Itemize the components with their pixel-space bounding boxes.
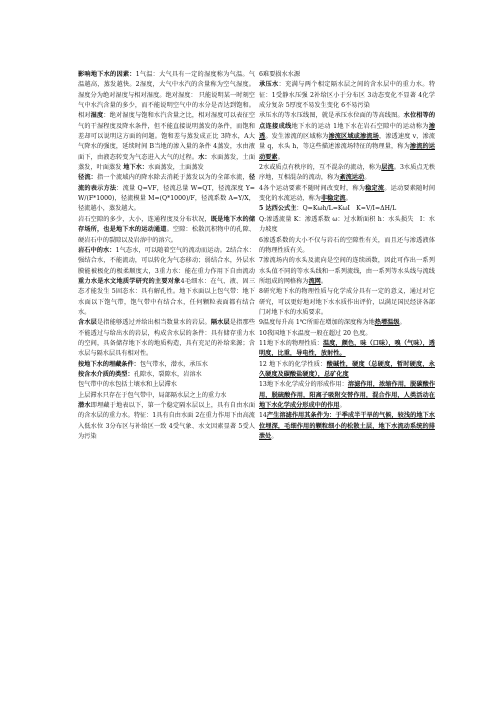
paragraph-chemical: 12 地下水的化学性质：酸碱性，硬度（总硬度，暂时硬度，永久硬度及碳酸盐硬度），总矿化度 [259, 360, 435, 378]
heading-phreatic: 潜水 [78, 402, 91, 409]
paragraph-flownet: 7渗流场内的水头及流向是空间的连续函数，因此可作出一系列水头值不同的等水头线和一系列流线，由一系列等水头线与流线所组成的网格称为流网。 [259, 257, 435, 285]
paragraph-burial: 按地下水的埋藏条件：包气带水，潜水，承压水 [78, 360, 208, 368]
heading-runoff: 径流： [78, 174, 97, 182]
paragraph-leaching: 14产生溶滤作用其条件为：于季成半干旱的气候，较浅的地下水位埋深，毛细作用的颗粒细小的松散土层，地下水流动系统的排泄处。 [259, 412, 435, 441]
paragraph-laminar: 2水或质点有秩序的，互不混杂的流动，称为层流。3水质点无秩序地，互相混杂的流动，称为紊流运动。 [259, 164, 436, 182]
left-column [78, 70, 255, 442]
paragraph-rock-water: 岩石中的水：1气态水，可以随着空气的流动而运动。2结合水：强结合水，不能流动，可以转化为气态移动；弱结合水，外层水膜能被极化的极柔顺度大，3重力水：能在重力作用下自由流动重力水是水文地质学研究的主要对象4毛细水：在气、液、固三态才能发生 5固态水：具有解孔性。地下水面以上包气带：地下水面以下饱气带，饱气带中有结合水，任何颗粒表面都有结合水。 [78, 246, 256, 316]
paragraph-confined: 承压水：充满与两个相定隔水层之间的含水层中的重力水。特征：1受静水压强 2补给区小于分布区 3动态变化不显著 4化学成分复杂 5厚度不易发生变化 6不易污染 [259, 81, 435, 110]
heading-confined: 承压水 [259, 81, 279, 89]
paragraph-factors: 影响地下水的因素：1气温：大气具有一定的湿度称为气温。气温越高，蒸发越快。2湿度，大气中水汽的含量称为空气湿度。湿度分为绝对湿度与相对湿度。绝对湿度： 只能说明某一时刻空气中水汽含量的多少，而不能说明空气中的水分是否达到饱和。相对湿度：绝对湿度与饱和水汽含量之比，相对湿度可以表征空气的干湿程度及降水条件，但不能直接说明蒸发的条件，而饱和差却可以说明这方面的问题。饱和差与蒸发成正比 3降水，A大气降水的强度，延续时间 B当地的渗入量的条件 4蒸发，水由液面下，由液态转变为气态进入大气的过程。水：水面蒸发，土面蒸发，叶面蒸发 地下水：水面蒸发，土面蒸发 [78, 71, 256, 172]
paragraph-darcy-terms: Q:渗透流量 K：渗透系数 ω：过水断面积 h：水头损失 I：水力坡度 [259, 215, 435, 234]
paragraph-properties: 8研究地下水的物理性质与化学成分具有一定的意义，通过对它研究，可以更好地对地下水水质作出评价，以满足国民经济各部门对地下水的水质要求。 [259, 288, 435, 316]
paragraph-medium: 按含水介质的类型：孔隙水，裂隙水，岩溶水 [78, 370, 202, 378]
paragraph-temperature: 10我国地下水温度一般在超过 20 色度。 [259, 329, 372, 337]
heading-factors: 影响地下水的因素： [78, 71, 136, 78]
heading-aquifer: 含水层 [78, 319, 97, 327]
paragraph-perched: 上层滞水只存在于包气带中，局部隔水层之上的重力水 [78, 391, 227, 399]
paragraph-darcy: 5 达西公式主：Q=Kωh/L=KωI K=V/I=ΔH/L [259, 205, 397, 213]
paragraph-steady: 4各个运动要素不随时间改变时，称为稳定流。运动要素随时间变化的水流运动，称为非稳定流。 [259, 184, 436, 203]
paragraph-pores: 岩石空隙的多少，大小，连通程度及分布状况，既是地下水的储存场所，也是地下水的运动通道。空隙：松散沉积物中的孔隙、硬岩石中的裂隙以及岩溶中的溶穴。 [78, 215, 256, 244]
paragraph-geothermal: 9温度每升高 1℃所需在增加的深度称为地热增温级。 [259, 319, 406, 327]
paragraph-vadose: 包气带中的水包括土壤水和上层滞水 [78, 381, 177, 389]
paragraph-phreatic: 潜水即埋藏于地表以下，第一个稳定隔水层以上，具有自由水面的含水层的重力水。特征：1具有自由水面 2在重力作用下由高流入低水位 3分布区与补给区一致 4受气象、水文因素显著 5受人为污染 [78, 402, 256, 441]
paragraph-formation: 13地下水化学成分的形成作用：溶滤作用，浓缩作用，脱碳酸作用，脱硫酸作用，阳离子吸附交替作用，混合作用，人类活动在地下水化学成分形成中的作用。 [259, 381, 436, 409]
heading-rock-water: 岩石中的水： [78, 246, 116, 254]
paragraph-permeability: 6渗透系数的大小不仅与岩石的空隙性有关，而且还与渗透液体的物理性质有关。 [259, 236, 435, 254]
right-column [259, 70, 435, 442]
paragraph-physical: 11地下水的物理性质：温度，颜色，味（口味），嗅（气味），透明度，比重，导电性，放射性。 [259, 339, 435, 358]
paragraph-aquifer: 含水层是指能够透过并给出相当数量水的岩层。隔水层是指那些不能透过与给出水的岩层，构成含水层的条件：具有储存重力水的空间，具备储存地下水的地质构造，具有充足的补给来源；含水层与隔水层具有相对性。 [78, 319, 256, 358]
paragraph-pollution: 6难要损水水源 [259, 71, 301, 78]
paragraph-isobar: 承压水的等水压线图，就是承压水位面的等高线图。水位相等的点连接成线地下水的运动 1地下水在岩石空隙中的运动称为渗透。发生渗流的区域称为渗流区域或渗流场，渗透速度 v，渗流量 q，水头 h，等这些描述渗流场特征的物理量，称为渗流的运动要素。 [259, 112, 436, 161]
paragraph-runoff: 径流：指一个流域内的降水除去消耗于蒸发以为的全部水流，径流的表示方法：流量 Q=VF，径流总量 W=QT，径流深度 Y=W/(F*1000)，径流模量 M=(Q*1000)/F，径流系数 A=Y/X，径流越小，蒸发越大。 [78, 174, 256, 213]
